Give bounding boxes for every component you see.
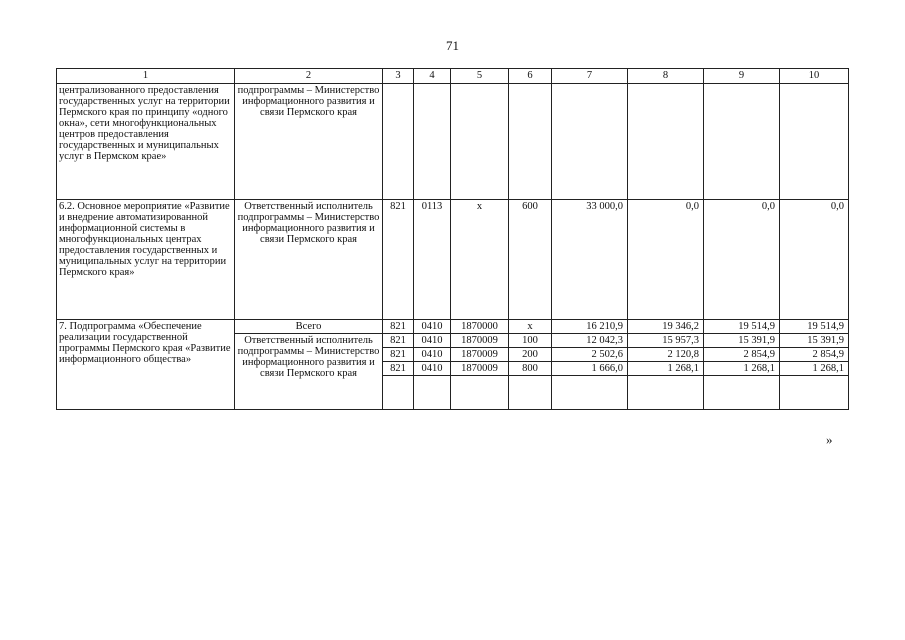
activity-name: централизованного предоставления государственных услуг на территории Пермского края по принципу «одного окна», сети многофункциональных центров предоставления государственных и муниципальных услуг в Пермском крае» [57, 84, 235, 200]
expense-type: 600 [509, 200, 552, 320]
amount-cell: 0,0 [704, 200, 780, 320]
page-number: 71 [446, 38, 459, 53]
col-header: 5 [451, 69, 509, 84]
amount-cell: 1 268,1 [780, 362, 849, 376]
amount-cell: 0,0 [628, 200, 704, 320]
grbs-code: 821 [383, 334, 414, 348]
col-header: 2 [235, 69, 383, 84]
amount-cell: 1 666,0 [552, 362, 628, 376]
executor-cell: Ответственный исполнитель подпрограммы – Министерство информационного развития и связи Пермского края [235, 200, 383, 320]
amount-cell: 15 391,9 [704, 334, 780, 348]
activity-name: 7. Подпрограмма «Обеспечение реализации государственной программы Пермского края «Развитие информационного общества» [57, 320, 235, 410]
section-code: 0410 [414, 348, 451, 362]
activity-name: 6.2. Основное мероприятие «Развитие и внедрение автоматизированной информационной системы в многофункциональных центрах предоставления государственных и муниципальных услуг на территории Пермского края» [57, 200, 235, 320]
expense-type: 200 [509, 348, 552, 362]
grbs-code: 821 [383, 320, 414, 334]
grbs-code: 821 [383, 362, 414, 376]
grbs-code: 821 [383, 348, 414, 362]
col-header: 9 [704, 69, 780, 84]
amount-cell: 2 120,8 [628, 348, 704, 362]
amount-cell: 15 391,9 [780, 334, 849, 348]
col-header: 4 [414, 69, 451, 84]
amount-cell: 33 000,0 [552, 200, 628, 320]
section-code: 0410 [414, 334, 451, 348]
col-header: 1 [57, 69, 235, 84]
amount-cell: 15 957,3 [628, 334, 704, 348]
budget-table [56, 68, 849, 410]
expense-type: х [509, 320, 552, 334]
amount-cell: 1 268,1 [704, 362, 780, 376]
table-row [57, 200, 849, 320]
header-row [57, 69, 849, 84]
closing-quote: » [826, 432, 833, 447]
amount-cell: 2 854,9 [704, 348, 780, 362]
total-label: Всего [235, 320, 383, 334]
amount-cell: 2 502,6 [552, 348, 628, 362]
grbs-code: 821 [383, 200, 414, 320]
expense-type: 100 [509, 334, 552, 348]
amount-cell: 19 346,2 [628, 320, 704, 334]
expense-type: 800 [509, 362, 552, 376]
executor-cell: Ответственный исполнитель подпрограммы – Министерство информационного развития и связи Пермского края [235, 334, 383, 410]
col-header: 7 [552, 69, 628, 84]
col-header: 3 [383, 69, 414, 84]
section-code: 0410 [414, 362, 451, 376]
amount-cell: 0,0 [780, 200, 849, 320]
amount-cell: 12 042,3 [552, 334, 628, 348]
section-code: 0410 [414, 320, 451, 334]
section-code: 0113 [414, 200, 451, 320]
executor-cell: подпрограммы – Министерство информационного развития и связи Пермского края [235, 84, 383, 200]
amount-cell: 1 268,1 [628, 362, 704, 376]
target-code: 1870000 [451, 320, 509, 334]
target-code: 1870009 [451, 334, 509, 348]
target-code: 1870009 [451, 362, 509, 376]
table-row [57, 84, 849, 200]
target-code: х [451, 200, 509, 320]
col-header: 8 [628, 69, 704, 84]
amount-cell: 19 514,9 [704, 320, 780, 334]
target-code: 1870009 [451, 348, 509, 362]
col-header: 10 [780, 69, 849, 84]
table-row [57, 320, 849, 334]
amount-cell: 16 210,9 [552, 320, 628, 334]
amount-cell: 2 854,9 [780, 348, 849, 362]
amount-cell: 19 514,9 [780, 320, 849, 334]
col-header: 6 [509, 69, 552, 84]
